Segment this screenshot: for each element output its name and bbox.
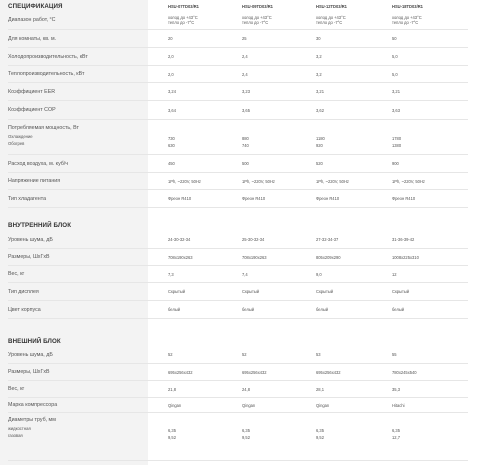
row-value: 24-30-32-34: [168, 237, 191, 243]
row-value: 7,3: [168, 271, 174, 277]
row-divider: [8, 460, 468, 461]
row-label: Размеры, ШхГхВ: [8, 254, 50, 260]
row-value: холод до +43°С: [242, 15, 272, 20]
row-label: Расход воздуха, м. куб/ч: [8, 160, 69, 167]
row-value: 3,64: [168, 107, 176, 113]
row-value: 695x256x432: [242, 369, 267, 375]
row-divider: [8, 318, 468, 319]
row-sublabel: Охлаждение: [8, 134, 33, 139]
row-value: 1780: [392, 136, 402, 141]
row-label: Размеры, ШхГхВ: [8, 369, 50, 375]
row-value: 630: [168, 143, 175, 148]
row-label: Уровень шума, дБ: [8, 351, 53, 358]
row-value: Hitachi: [392, 402, 405, 408]
row-value: 25: [242, 36, 247, 42]
row-value: 3,2: [316, 71, 322, 77]
row-value: 5,0: [392, 71, 398, 77]
row-value: 3,24: [168, 89, 176, 95]
row-value: 730: [168, 136, 175, 141]
row-value: белый: [392, 307, 405, 313]
row-value: 21,8: [168, 386, 176, 392]
row-value: 35,3: [392, 386, 400, 392]
row-value: 1380: [392, 143, 402, 148]
row-value: холод до +43°С: [392, 15, 422, 20]
spec-row: [0, 346, 480, 364]
row-value: белый: [242, 307, 255, 313]
row-value: 12,7: [392, 435, 400, 440]
row-label: Холодопроизводительность, кВт: [8, 53, 88, 60]
row-label: Марка компрессора: [8, 402, 58, 408]
row-value: тепло до -7°С: [168, 20, 195, 25]
row-value: 1Ph, ~220V, 50Hz: [168, 178, 201, 184]
row-sublabel: жидкостная: [8, 426, 31, 431]
row-label: Диаметры труб, мм: [8, 417, 56, 423]
row-value: 450: [168, 161, 175, 167]
row-value: 53: [316, 352, 321, 358]
model-header: HSU-18TD03/R1: [392, 4, 423, 9]
row-value: 5,0: [392, 54, 398, 60]
row-value: белый: [168, 307, 181, 313]
row-value: 31-36-39-42: [392, 237, 415, 243]
row-value: 6,35: [242, 428, 250, 433]
row-label: Коэффициент COP: [8, 107, 56, 113]
row-value: 20: [168, 36, 173, 42]
row-label: Тип хладагента: [8, 195, 47, 202]
row-value: белый: [316, 307, 329, 313]
spec-row: [0, 30, 480, 48]
row-value: Qingan: [242, 402, 256, 408]
row-label: Коэффициент EER: [8, 88, 56, 95]
row-value: 28,1: [316, 386, 324, 392]
row-value: Скрытый: [392, 289, 410, 295]
row-value: 695x256x432: [168, 369, 193, 375]
row-value: 6,35: [316, 428, 324, 433]
outdoor-title: ВНЕШНИЙ БЛОК: [8, 338, 61, 345]
row-value: 2,4: [242, 71, 248, 77]
row-value: 9,52: [242, 435, 250, 440]
row-label: Теплопроизводительность, кВт: [8, 71, 85, 77]
row-label: Напряжение питания: [8, 178, 61, 184]
row-value: 805x209x290: [316, 254, 341, 260]
row-value: 695x256x432: [316, 369, 341, 375]
row-value: холод до +43°С: [316, 15, 346, 20]
row-value: 25-30-32-34: [242, 237, 265, 243]
row-divider: [8, 119, 468, 120]
row-value: 3,21: [392, 89, 400, 95]
spec-row: [0, 266, 480, 283]
row-value: холод до +43°С: [168, 15, 198, 20]
row-value: 30: [316, 36, 321, 42]
row-label: Вес, кг: [8, 386, 25, 392]
row-value: 24,8: [242, 386, 250, 392]
row-value: 55: [392, 352, 397, 358]
row-value: 3,63: [392, 107, 400, 113]
row-value: 740: [242, 143, 249, 148]
row-value: 880: [242, 136, 249, 141]
row-value: 3,21: [316, 89, 324, 95]
row-value: 52: [242, 352, 247, 358]
row-label: Вес, кг: [8, 271, 25, 277]
spec-row: [0, 155, 480, 173]
row-value: Скрытый: [316, 289, 334, 295]
row-value: 50: [392, 36, 397, 42]
row-label: Уровень шума, дБ: [8, 236, 53, 243]
row-value: Скрытый: [242, 289, 260, 295]
row-value: 1180: [316, 136, 325, 141]
row-value: 500: [242, 161, 249, 167]
row-value: тепло до -7°С: [242, 20, 269, 25]
row-value: 2,4: [242, 54, 248, 60]
row-value: 2,0: [168, 54, 174, 60]
indoor-title: ВНУТРЕННИЙ БЛОК: [8, 222, 72, 229]
row-value: 12: [392, 271, 397, 277]
row-value: тепло до -7°С: [316, 20, 343, 25]
spec-row: [0, 398, 480, 413]
row-value: 900: [392, 161, 399, 167]
row-label: Для комнаты, кв. м.: [8, 35, 57, 42]
row-value: 3,2: [316, 54, 322, 60]
spec-row: [0, 83, 480, 101]
row-value: 9,0: [316, 271, 322, 277]
row-value: Qingan: [168, 402, 182, 408]
row-divider: [8, 207, 468, 208]
row-label: Тип дисплея: [8, 288, 39, 295]
row-value: Qingan: [316, 402, 330, 408]
model-header: HSU-12TD03/R1: [316, 4, 347, 9]
row-value: тепло до -7°С: [392, 20, 419, 25]
row-sublabel: Обогрев: [8, 141, 25, 146]
row-value: 1Ph, ~220V, 50Hz: [316, 178, 349, 184]
row-value: 920: [316, 143, 323, 148]
row-value: 27-32-34-37: [316, 237, 339, 243]
row-value: 3,65: [242, 107, 250, 113]
row-value: 6,35: [392, 428, 400, 433]
spec-row: [0, 101, 480, 120]
row-value: 6,35: [168, 428, 176, 433]
row-value: Фреон R410: [168, 196, 192, 202]
model-header: HSU-09TD03/R1: [242, 4, 273, 9]
row-value: 9,52: [168, 435, 176, 440]
row-value: 3,62: [316, 107, 324, 113]
row-value: 2,0: [168, 71, 174, 77]
spec-row: [0, 381, 480, 398]
row-value: 7,4: [242, 271, 248, 277]
row-value: 708x190x263: [168, 254, 193, 260]
row-label: Цвет корпуса: [8, 306, 41, 313]
row-value: 9,52: [316, 435, 324, 440]
row-value: 1Ph, ~220V, 50Hz: [242, 178, 275, 184]
row-sublabel: газовая: [8, 433, 23, 438]
row-label: Диапазон работ, °С: [8, 16, 56, 23]
spec-title: СПЕЦИФИКАЦИЯ: [8, 3, 63, 10]
model-header: HSU-07TD03/R1: [168, 4, 199, 9]
row-value: 708x190x263: [242, 254, 267, 260]
spec-row: [0, 413, 480, 461]
row-value: Фреон R410: [316, 196, 340, 202]
row-value: 52: [168, 352, 173, 358]
row-value: Скрытый: [168, 289, 186, 295]
row-value: Фреон R410: [242, 196, 266, 202]
row-value: 1008x225x310: [392, 254, 419, 260]
row-value: 3,23: [242, 89, 250, 95]
row-value: 520: [316, 161, 323, 167]
row-label: Потребляемая мощность, Вт: [8, 125, 79, 131]
spec-row: [0, 301, 480, 319]
row-value: Фреон R410: [392, 196, 416, 202]
row-value: 1Ph, ~220V, 50Hz: [392, 178, 425, 184]
row-value: 780x245x540: [392, 369, 417, 375]
